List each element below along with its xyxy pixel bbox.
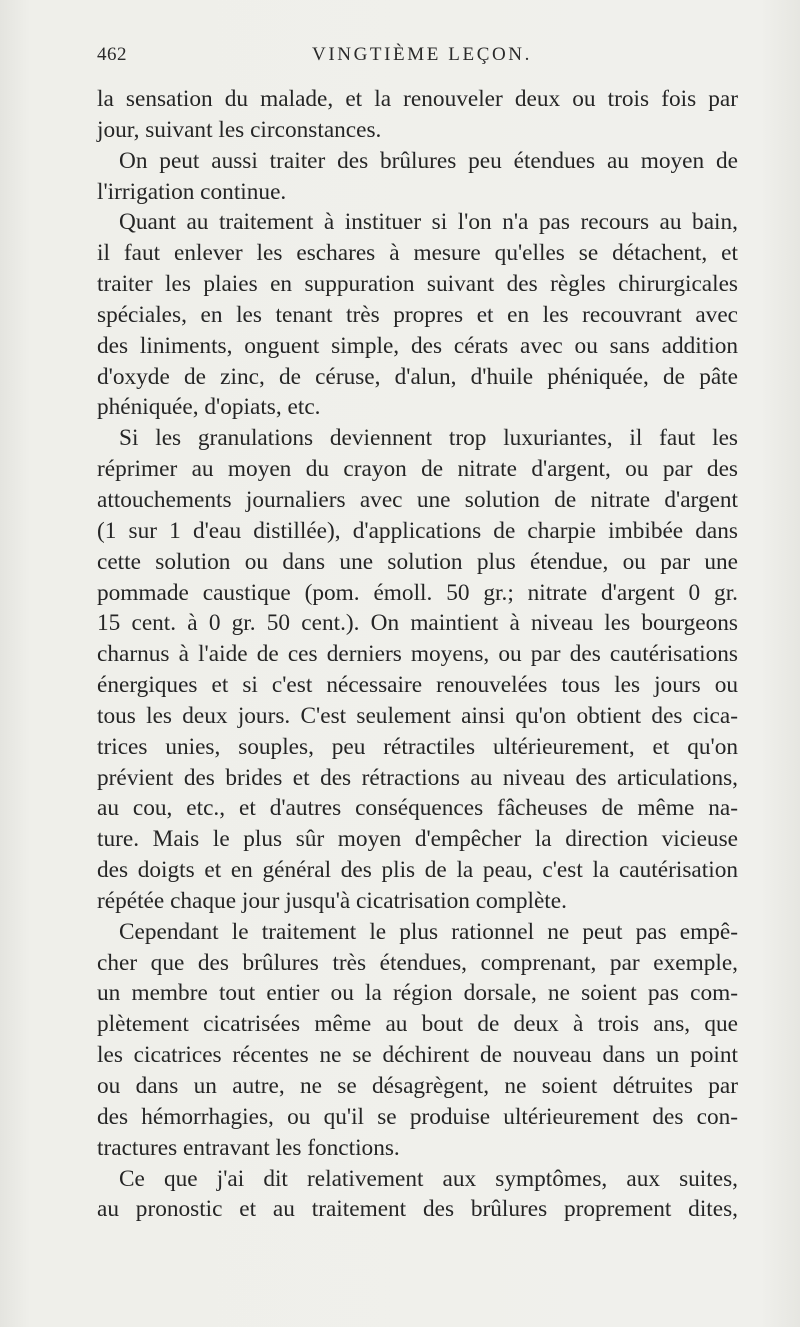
paragraph-4-line-14: ture. Mais le plus sûr moyen d'empêcher la direction vicieuse (97, 826, 738, 853)
paragraph-4-line-6: pommade caustique (pom. émoll. 50 gr.; nitrate d'argent 0 gr. (97, 579, 738, 606)
paragraph-2-line-1: On peut aussi traiter des brûlures peu étendues au moyen de (119, 147, 738, 174)
paragraph-2-line-2: l'irrigation continue. (97, 178, 287, 205)
paragraph-4-line-15: des doigts et en général des plis de la peau, c'est la cautérisation (97, 857, 738, 884)
paragraph-4-line-7: 15 cent. à 0 gr. 50 cent.). On maintient à niveau les bourgeons (97, 610, 738, 637)
paragraph-4-line-5: cette solution ou dans une solution plus étendue, ou par une (97, 548, 738, 575)
paragraph-5-line-6: ou dans un autre, ne se désagrègent, ne soient détruites par (97, 1073, 738, 1099)
paragraph-4-line-4: (1 sur 1 d'eau distillée), d'applications de charpie imbibée dans (97, 517, 738, 544)
paragraph-4-line-10: tous les deux jours. C'est seulement ainsi qu'on obtient des cica- (97, 702, 738, 729)
paragraph-5-line-4: plètement cicatrisées même au bout de deux à trois ans, que (97, 1011, 738, 1038)
paragraph-4-line-9: énergiques et si c'est nécessaire renouvelées tous les jours ou (97, 672, 738, 699)
paragraph-3-line-2: il faut enlever les eschares à mesure qu'elles se détachent, et (97, 240, 738, 267)
page-header (97, 44, 737, 76)
paragraph-4-line-11: trices unies, souples, peu rétractiles ultérieurement, et qu'on (97, 733, 738, 760)
paragraph-4-line-13: au cou, etc., et d'autres conséquences fâcheuses de même na- (97, 795, 738, 822)
paragraph-4-line-1: Si les granulations deviennent trop luxuriantes, il faut les (119, 425, 738, 452)
paragraph-3-line-1: Quant au traitement à instituer si l'on n'a pas recours au bain, (119, 209, 738, 236)
page-number: 462 (97, 44, 127, 65)
paragraph-4-line-16: répétée chaque jour jusqu'à cicatrisation complète. (97, 887, 567, 914)
paragraph-3-line-3: traiter les plaies en suppuration suivant des règles chirurgicales (97, 271, 738, 298)
paragraph-5-line-3: un membre tout entier ou la région dorsale, ne soient pas com- (97, 980, 738, 1007)
paragraph-4-line-8: charnus à l'aide de ces derniers moyens, ou par des cautérisations (97, 641, 738, 668)
paragraph-4-line-12: prévient des brides et des rétractions au niveau des articulations, (97, 764, 738, 791)
paragraph-5-line-2: cher que des brûlures très étendues, comprenant, par exemple, (97, 949, 738, 976)
paragraph-6-line-2: au pronostic et au traitement des brûlures proprement dites, (97, 1196, 738, 1223)
paragraph-5-line-1: Cependant le traitement le plus rationnel ne peut pas empê- (119, 918, 738, 945)
paragraph-5-line-7: des hémorrhagies, ou qu'il se produise ultérieurement des con- (97, 1103, 738, 1130)
paragraph-3-line-5: des liniments, onguent simple, des cérats avec ou sans addition (97, 332, 738, 359)
running-head: VINGTIÈME LEÇON. (312, 44, 532, 65)
paragraph-5-line-8: tractures entravant les fonctions. (97, 1134, 400, 1161)
body-text (97, 84, 738, 1225)
paragraph-3-line-4: spéciales, en les tenant très propres et en les recouvrant avec (97, 301, 738, 328)
paragraph-1-line-1: la sensation du malade, et la renouveler deux ou trois fois par (97, 86, 738, 112)
paragraph-3-line-7: phéniquée, d'opiats, etc. (97, 394, 321, 421)
paragraph-4-line-2: réprimer au moyen du crayon de nitrate d'argent, ou par des (97, 456, 738, 483)
paragraph-3-line-6: d'oxyde de zinc, de céruse, d'alun, d'huile phéniquée, de pâte (97, 363, 738, 390)
paragraph-6-line-1: Ce que j'ai dit relativement aux symptômes, aux suites, (119, 1165, 738, 1192)
paragraph-5-line-5: les cicatrices récentes ne se déchirent de nouveau dans un point (97, 1042, 738, 1069)
paragraph-4-line-3: attouchements journaliers avec une solution de nitrate d'argent (97, 486, 738, 513)
paragraph-1-line-2: jour, suivant les circonstances. (97, 116, 382, 143)
